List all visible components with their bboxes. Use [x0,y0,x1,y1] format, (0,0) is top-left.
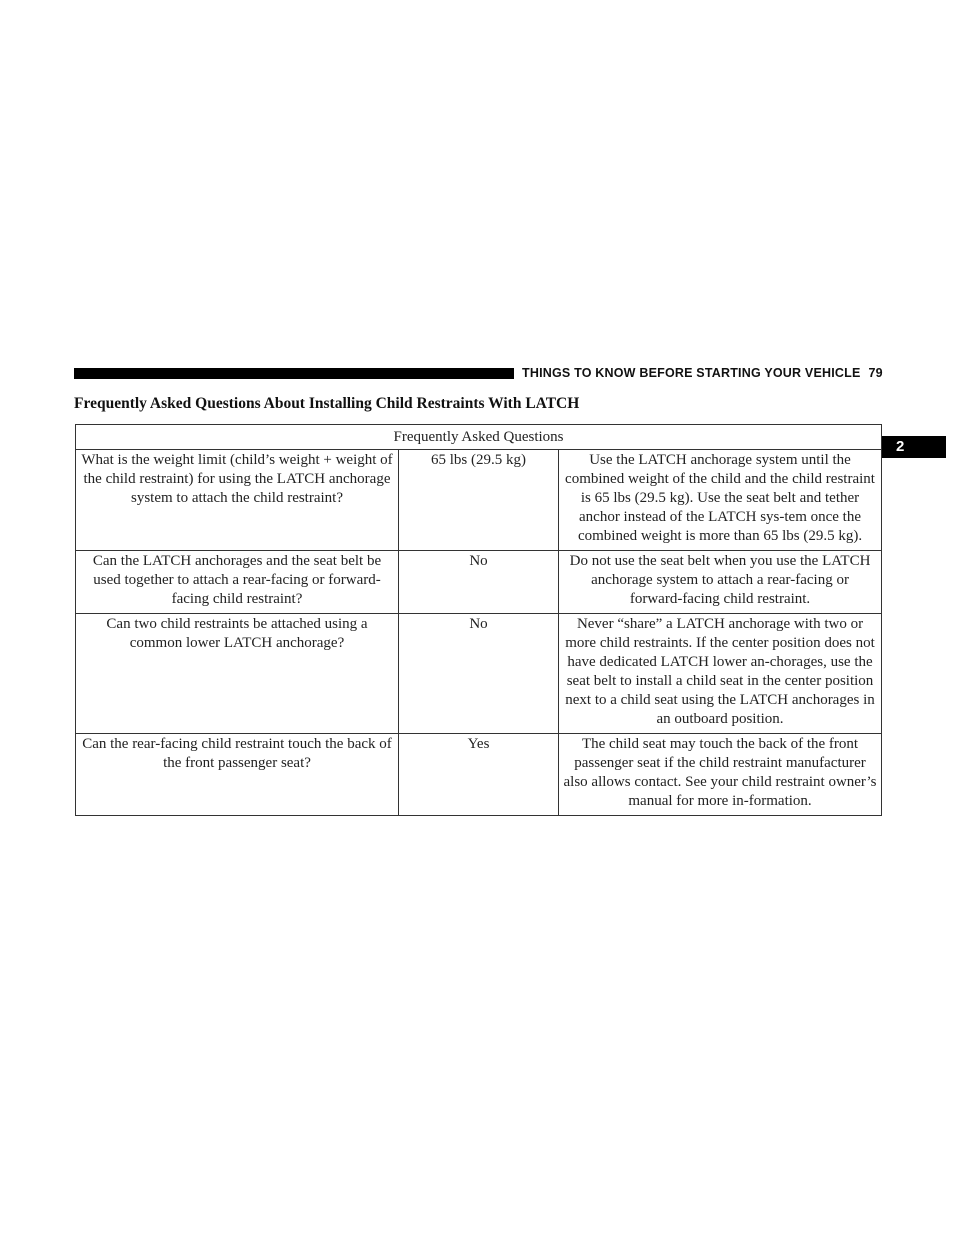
table-row [76,614,882,734]
faq-table [75,424,882,816]
question-cell: Can the LATCH anchorages and the seat belt be used together to attach a rear-facing or forward-facing child restraint? [76,551,399,614]
question-cell: Can the rear-facing child restraint touch the back of the front passenger seat? [76,734,399,816]
table-header-row [76,425,882,450]
answer-cell: Yes [399,734,559,816]
detail-cell: Use the LATCH anchorage system until the combined weight of the child and the child restraint is 65 lbs (29.5 kg). Use the seat belt and tether anchor instead of the LATCH sys-tem once the combined weight is more than 65 lbs (29.5 kg). [559,450,882,551]
answer-cell: No [399,551,559,614]
running-header [522,366,883,380]
page-number: 79 [868,366,883,380]
table-row [76,551,882,614]
table-header: Frequently Asked Questions [76,425,882,450]
header-rule [74,368,514,379]
detail-cell: Never “share” a LATCH anchorage with two or more child restraints. If the center position does not have dedicated LATCH lower an-chorages, use the seat belt to install a child seat in the center position next to a child seat using the LATCH anchorages in an outboard position. [559,614,882,734]
section-title: Frequently Asked Questions About Installing Child Restraints With LATCH [74,395,580,412]
running-title: THINGS TO KNOW BEFORE STARTING YOUR VEHICLE [522,366,861,380]
chapter-tab: 2 [882,436,946,458]
detail-cell: The child seat may touch the back of the front passenger seat if the child restraint manufacturer also allows contact. See your child restraint owner’s manual for more in-formation. [559,734,882,816]
detail-cell: Do not use the seat belt when you use the LATCH anchorage system to attach a rear-facing or forward-facing child restraint. [559,551,882,614]
table-row [76,450,882,551]
answer-cell: 65 lbs (29.5 kg) [399,450,559,551]
answer-cell: No [399,614,559,734]
table-row [76,734,882,816]
question-cell: Can two child restraints be attached using a common lower LATCH anchorage? [76,614,399,734]
question-cell: What is the weight limit (child’s weight + weight of the child restraint) for using the LATCH anchorage system to attach the child restraint? [76,450,399,551]
